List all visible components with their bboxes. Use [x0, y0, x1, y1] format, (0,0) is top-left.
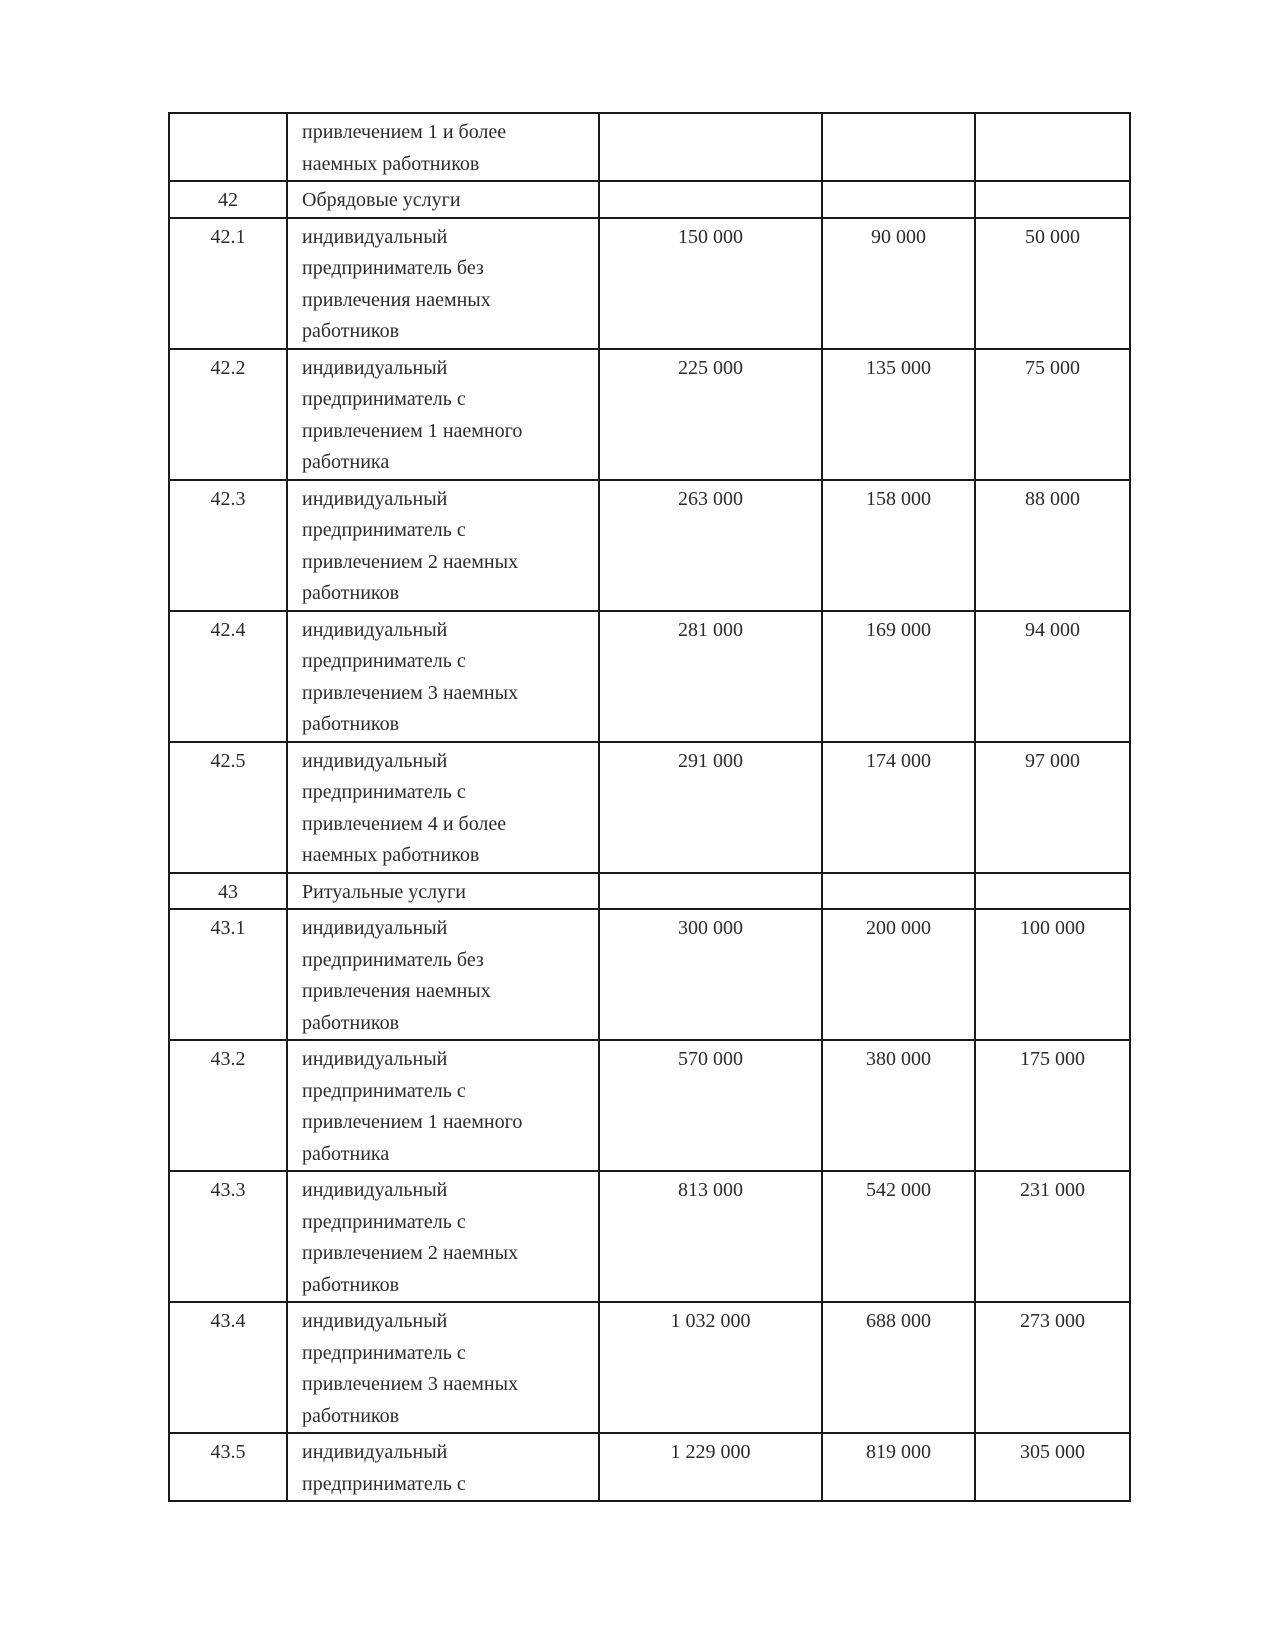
description-line: привлечением 3 наемных [302, 681, 519, 704]
value-col-1 [599, 181, 822, 218]
tariff-table-body [169, 113, 1130, 1501]
description-line: работников [302, 1011, 400, 1034]
value-col-1 [599, 113, 822, 181]
row-description [287, 1433, 599, 1501]
value-col-1: 281 000 [599, 611, 822, 742]
value-col-1: 291 000 [599, 742, 822, 873]
description-line: предприниматель без [302, 948, 484, 971]
tariff-table [168, 112, 1131, 1502]
description-line: наемных работников [302, 152, 480, 175]
table-row [169, 909, 1130, 1040]
row-description [287, 1171, 599, 1302]
row-number: 42.3 [169, 480, 287, 611]
value-col-3: 97 000 [975, 742, 1130, 873]
value-col-2 [822, 873, 975, 910]
table-row-truncated [169, 1433, 1130, 1501]
description-line: наемных работников [302, 844, 480, 866]
description-line: привлечением 1 наемного [302, 1111, 523, 1133]
section-title-text: Обрядовые услуги [302, 189, 461, 211]
table-row [169, 349, 1130, 480]
value-col-2: 542 000 [822, 1171, 975, 1302]
description-line: индивидуальный [302, 1441, 448, 1463]
value-col-1: 813 000 [599, 1171, 822, 1302]
value-col-2: 158 000 [822, 480, 975, 611]
value-col-1: 263 000 [599, 480, 822, 611]
row-number: 43.2 [169, 1040, 287, 1171]
value-col-2: 819 000 [822, 1433, 975, 1501]
description-line: предприниматель с [302, 1210, 466, 1233]
row-description [287, 1040, 599, 1171]
row-description [287, 611, 599, 742]
value-col-2: 688 000 [822, 1302, 975, 1433]
value-col-3: 231 000 [975, 1171, 1130, 1302]
value-col-2: 174 000 [822, 742, 975, 873]
description-line: индивидуальный [302, 618, 448, 641]
value-col-2: 200 000 [822, 909, 975, 1040]
row-number: 43.3 [169, 1171, 287, 1302]
value-col-2: 135 000 [822, 349, 975, 480]
description-line: индивидуальный [302, 487, 448, 510]
value-col-1: 570 000 [599, 1040, 822, 1171]
value-col-3: 50 000 [975, 218, 1130, 349]
description-line: предприниматель с [302, 650, 466, 672]
value-col-3 [975, 181, 1130, 218]
description-line: работника [302, 1142, 390, 1165]
description-line: индивидуальный [302, 356, 448, 379]
description-line: предприниматель с [302, 519, 466, 541]
row-description [287, 1302, 599, 1433]
description-line: работников [302, 1404, 400, 1427]
row-number: 42.5 [169, 742, 287, 873]
row-number [169, 113, 287, 181]
description-line: привлечением 2 наемных [302, 1242, 519, 1264]
value-col-1: 150 000 [599, 218, 822, 349]
value-col-3: 88 000 [975, 480, 1130, 611]
value-col-2 [822, 113, 975, 181]
row-number: 42.4 [169, 611, 287, 742]
value-col-3: 100 000 [975, 909, 1130, 1040]
description-line: привлечением 1 наемного [302, 419, 523, 442]
table-row [169, 1040, 1130, 1171]
description-line: работников [302, 320, 400, 342]
table-row [169, 218, 1130, 349]
value-col-2: 380 000 [822, 1040, 975, 1171]
row-description [287, 909, 599, 1040]
value-col-1: 1 032 000 [599, 1302, 822, 1433]
description-line: привлечением 2 наемных [302, 550, 519, 573]
value-col-3: 273 000 [975, 1302, 1130, 1433]
description-line: индивидуальный [302, 1310, 448, 1332]
description-line: предприниматель без [302, 257, 484, 279]
description-line: индивидуальный [302, 749, 448, 772]
description-line: работников [302, 1273, 400, 1296]
row-description [287, 742, 599, 873]
table-row [169, 742, 1130, 873]
value-col-1 [599, 873, 822, 910]
description-line: привлечения наемных [302, 980, 491, 1002]
description-line: привлечения наемных [302, 288, 491, 311]
value-col-3 [975, 873, 1130, 910]
row-description [287, 113, 599, 181]
description-line: предприниматель с [302, 781, 466, 803]
value-col-2: 169 000 [822, 611, 975, 742]
section-number: 42 [169, 181, 287, 218]
value-col-2 [822, 181, 975, 218]
row-number: 42.2 [169, 349, 287, 480]
value-col-3: 175 000 [975, 1040, 1130, 1171]
value-col-3: 305 000 [975, 1433, 1130, 1501]
description-line: индивидуальный [302, 1048, 448, 1070]
row-description [287, 349, 599, 480]
description-line: привлечением 1 и более [302, 121, 507, 143]
description-line: работников [302, 713, 400, 735]
description-line: индивидуальный [302, 1179, 448, 1201]
table-row [169, 1302, 1130, 1433]
description-line: работников [302, 582, 400, 604]
value-col-1: 1 229 000 [599, 1433, 822, 1501]
value-col-3: 94 000 [975, 611, 1130, 742]
description-line: индивидуальный [302, 917, 448, 939]
value-col-3: 75 000 [975, 349, 1130, 480]
table-row [169, 1171, 1130, 1302]
description-line: индивидуальный [302, 225, 448, 248]
section-title [287, 873, 599, 910]
description-line: предприниматель с [302, 1341, 466, 1364]
description-line: привлечением 3 наемных [302, 1373, 519, 1395]
table-row-section [169, 873, 1130, 910]
description-line: привлечением 4 и более [302, 812, 507, 835]
section-title-text: Ритуальные услуги [302, 880, 466, 903]
description-line: работника [302, 451, 390, 473]
table-row-section [169, 181, 1130, 218]
value-col-2: 90 000 [822, 218, 975, 349]
row-number: 43.1 [169, 909, 287, 1040]
row-number: 43.5 [169, 1433, 287, 1501]
table-row-continuation [169, 113, 1130, 181]
row-description [287, 218, 599, 349]
row-number: 43.4 [169, 1302, 287, 1433]
row-description [287, 480, 599, 611]
section-number: 43 [169, 873, 287, 910]
section-title [287, 181, 599, 218]
table-row [169, 611, 1130, 742]
description-line: предприниматель с [302, 1472, 466, 1495]
value-col-1: 300 000 [599, 909, 822, 1040]
description-line: предприниматель с [302, 1079, 466, 1102]
row-number: 42.1 [169, 218, 287, 349]
description-line: предприниматель с [302, 388, 466, 410]
value-col-1: 225 000 [599, 349, 822, 480]
table-row [169, 480, 1130, 611]
value-col-3 [975, 113, 1130, 181]
